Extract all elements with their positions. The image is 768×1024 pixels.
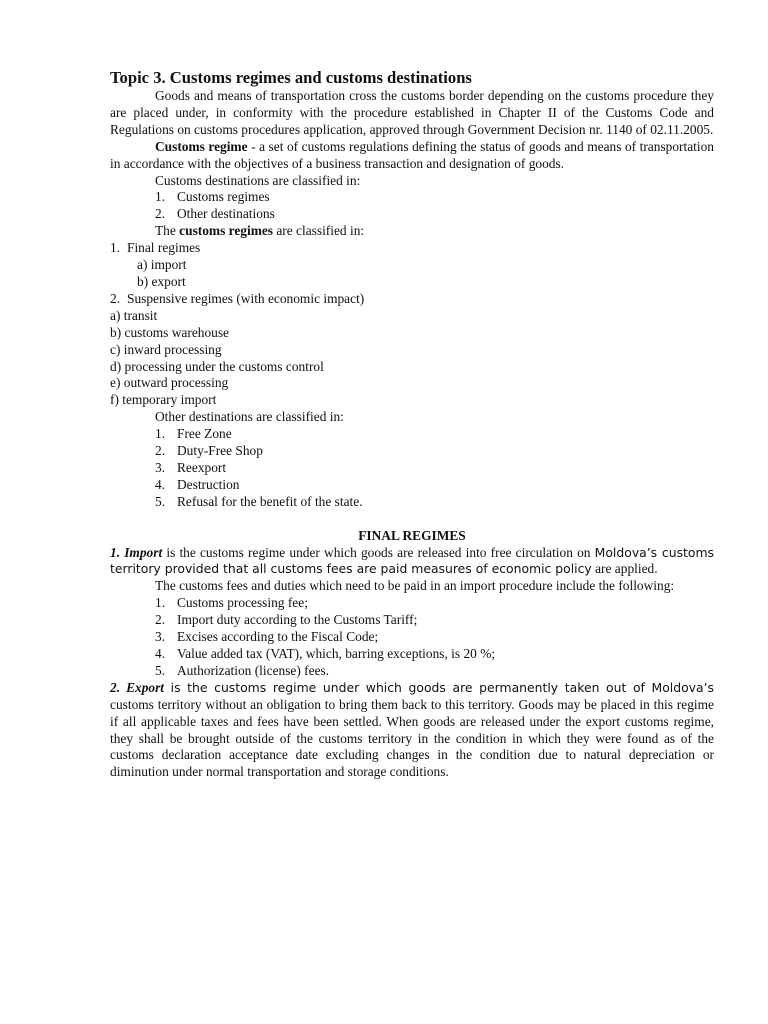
import-paragraph: 1. Import is the customs regime under which goods are released into free circulation on Moldova’s customs territory provided that all customs fees are paid measures of economic policy are applied. (110, 544, 714, 577)
export-term: 2. Export (110, 679, 165, 695)
document-page (110, 68, 714, 781)
list-item: c) inward processing (110, 341, 222, 357)
list-item: 4. Destruction (155, 476, 240, 492)
import-term: 1. Import (110, 544, 163, 560)
list-item: 4. Value added tax (VAT), which, barring exceptions, is 20 %; (155, 646, 496, 661)
definition-text: - a set of customs regulations defining the status of goods and means of transportation in accordance with the objectives of a business transaction and designation of goods. (110, 138, 714, 171)
regimes-intro: The customs regimes are classified in: (155, 223, 365, 239)
export-paragraph: 2. Export is the customs regime under which goods are permanently taken out of Moldova’s customs territory without an obligation to bring them back to this territory. Goods may be placed in this regime if all applicable taxes and fees have been settled. When goods are released under the export customs regime, they shall be brought outside of the customs territory in the condition in which they were found as of the customs declaration acceptance date excluding changes in the condition due to natural depreciation or diminution under normal transportation and storage conditions. (110, 679, 714, 780)
definition-term: Customs regime (155, 138, 248, 154)
list-item: 1. Customs processing fee; (155, 595, 308, 611)
final-regimes-heading: 1. Final regimes (110, 240, 201, 256)
list-item: 3. Reexport (155, 459, 227, 475)
list-item: a) transit (110, 307, 158, 323)
other-destinations-intro: Other destinations are classified in: (155, 409, 344, 425)
suspensive-regimes-heading: 2. Suspensive regimes (with economic impact) (110, 290, 365, 306)
section-heading: FINAL REGIMES (358, 527, 466, 543)
other-destinations-list (110, 426, 714, 511)
page-title: Topic 3. Customs regimes and customs destinations (110, 68, 472, 87)
list-item: 2. Duty-Free Shop (155, 443, 263, 459)
list-item: 1. Customs regimes (155, 189, 270, 205)
list-item: a) import (137, 257, 187, 273)
list-item: f) temporary import (110, 392, 217, 408)
list-item: 2. Import duty according to the Customs Tariff; (155, 612, 418, 628)
intro-paragraph: Goods and means of transportation cross the customs border depending on the customs procedure they are placed under, in conformity with the procedure established in Chapter II of the Customs Code and Regulations on customs procedures application, approved through Government Decision nr. 1140 of 02.11.2005. (110, 88, 714, 137)
list-item: 1. Free Zone (155, 426, 232, 442)
list-item: 3. Excises according to the Fiscal Code; (155, 629, 379, 645)
definition-paragraph (110, 139, 714, 173)
list-item: b) customs warehouse (110, 324, 229, 340)
list-item: 5. Refusal for the benefit of the state. (155, 493, 363, 509)
list-item: 2. Other destinations (155, 206, 275, 222)
list-item: d) processing under the customs control (110, 358, 324, 374)
list-item: 5. Authorization (license) fees. (155, 662, 330, 678)
destinations-list (110, 189, 714, 223)
list-item: e) outward processing (110, 375, 229, 391)
list-item: b) export (137, 273, 186, 289)
fees-intro: The customs fees and duties which need to be paid in an import procedure include the following: (155, 578, 675, 594)
destinations-intro: Customs destinations are classified in: (155, 172, 361, 188)
fees-list (110, 595, 714, 680)
